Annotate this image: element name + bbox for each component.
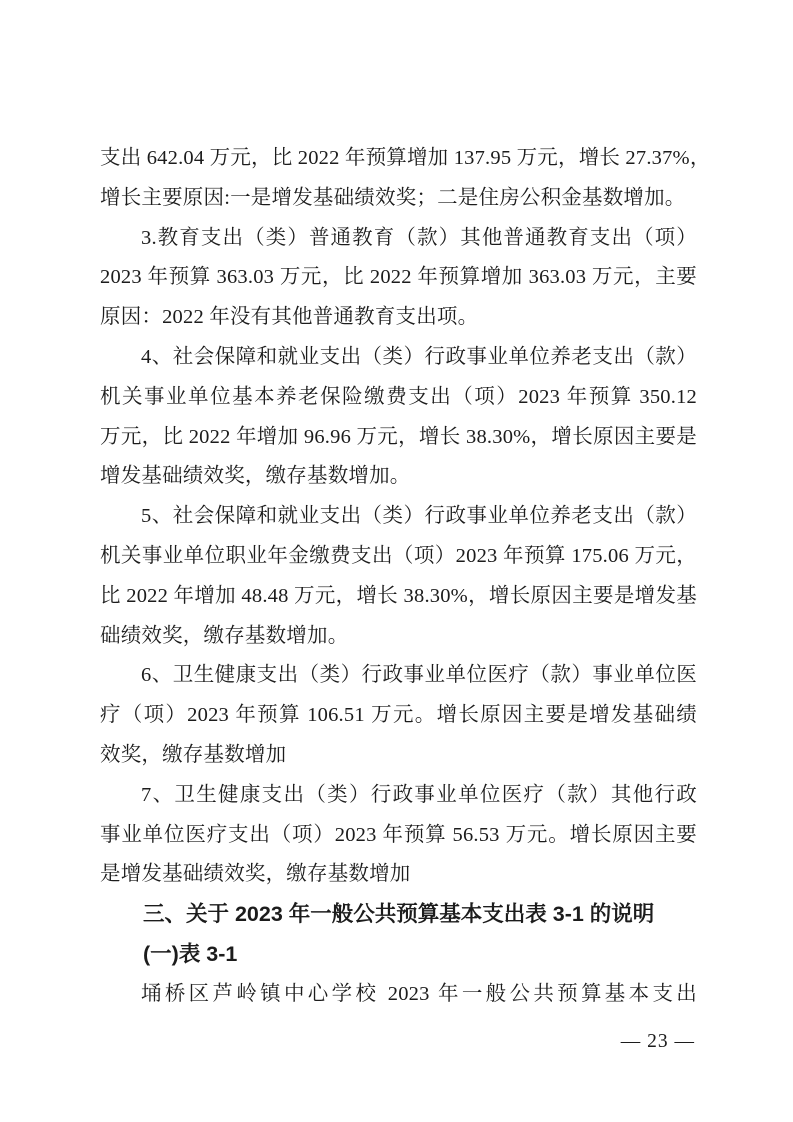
- body-line: 疗（项）2023 年预算 106.51 万元。增长原因主要是增发基础绩: [100, 704, 697, 727]
- body-line: 4、社会保障和就业支出（类）行政事业单位养老支出（款）: [141, 345, 697, 368]
- body-line: 效奖，缴存基数增加: [100, 743, 287, 766]
- body-line: 7、卫生健康支出（类）行政事业单位医疗（款）其他行政: [141, 783, 697, 806]
- body-line: 万元，比 2022 年增加 96.96 万元，增长 38.30%，增长原因主要是: [100, 425, 697, 448]
- page-number: — 23 —: [620, 1031, 695, 1052]
- subsection-heading: (一)表 3-1: [143, 941, 238, 966]
- body-line: 机关事业单位职业年金缴费支出（项）2023 年预算 175.06 万元，: [100, 544, 697, 567]
- body-line: 是增发基础绩效奖，缴存基数增加: [100, 863, 411, 886]
- body-line: 增长主要原因:一是增发基础绩效奖；二是住房公积金基数增加。: [100, 186, 686, 209]
- body-line: 2023 年预算 363.03 万元，比 2022 年预算增加 363.03 万元，主要: [100, 266, 697, 289]
- body-line: 埇桥区芦岭镇中心学校 2023 年一般公共预算基本支出: [141, 982, 697, 1005]
- body-line: 3.教育支出（类）普通教育（款）其他普通教育支出（项）: [141, 226, 697, 249]
- body-line: 5、社会保障和就业支出（类）行政事业单位养老支出（款）: [141, 505, 697, 528]
- body-line: 事业单位医疗支出（项）2023 年预算 56.53 万元。增长原因主要: [100, 823, 697, 846]
- body-line: 础绩效奖，缴存基数增加。: [100, 624, 349, 647]
- section-heading: 三、关于 2023 年一般公共预算基本支出表 3-1 的说明: [143, 902, 655, 927]
- body-line: 比 2022 年增加 48.48 万元，增长 38.30%，增长原因主要是增发基: [100, 584, 697, 607]
- body-line: 支出 642.04 万元，比 2022 年预算增加 137.95 万元，增长 27.37%，: [100, 147, 711, 169]
- page-footer: [621, 1028, 695, 1056]
- body-line: 机关事业单位基本养老保险缴费支出（项）2023 年预算 350.12: [100, 385, 697, 408]
- body-line: 6、卫生健康支出（类）行政事业单位医疗（款）事业单位医: [141, 664, 697, 687]
- document-body: [100, 139, 711, 1015]
- body-line: 增发基础绩效奖，缴存基数增加。: [100, 465, 411, 488]
- body-line: 原因：2022 年没有其他普通教育支出项。: [100, 306, 479, 329]
